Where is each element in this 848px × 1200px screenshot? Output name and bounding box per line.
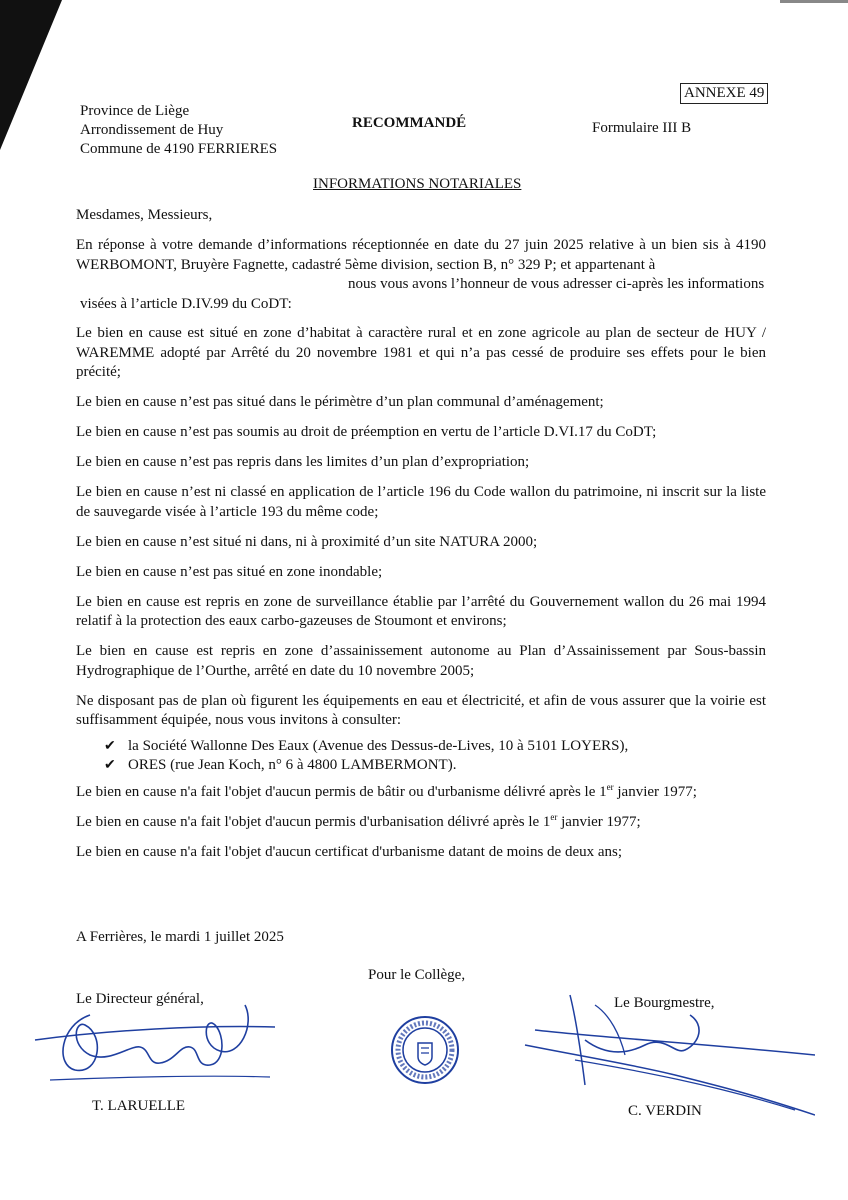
paragraph: Le bien en cause n’est pas repris dans les limites d’un plan d’expropriation; xyxy=(76,454,530,470)
paragraph: Le bien en cause n’est ni classé en application de l’article 196 du Code wallon du patrimoine, ni inscrit sur la liste de sauvegarde visée à l’article 193 du même code; xyxy=(76,484,766,520)
annexe-label: ANNEXE 49 xyxy=(680,83,768,104)
address-province: Province de Liège xyxy=(80,103,190,119)
director-role: Le Directeur général, xyxy=(76,991,204,1007)
paragraph: Le bien en cause est situé en zone d’habitat à caractère rural et en zone agricole au plan de secteur de HUY / WAREMME adopté par Arrêté du 20 novembre 1981 et qui n’a pas cessé de produire ses effets pour le bien précité; xyxy=(76,325,766,380)
salutation: Mesdames, Messieurs, xyxy=(76,207,213,223)
paragraph: Le bien en cause n’est situé ni dans, ni à proximité d’un site NATURA 2000; xyxy=(76,533,538,550)
paragraph: Ne disposant pas de plan où figurent les équipements en eau et électricité, et afin de vous assurer que la voirie est suffisamment équipée, nous vous invitons à consulter: xyxy=(76,692,766,728)
sender-address xyxy=(80,102,277,159)
certificate-statement: Le bien en cause n'a fait l'objet d'aucun certificat d'urbanisme datant de moins de deux ans; xyxy=(76,844,623,860)
permit-text: janvier 1977; xyxy=(557,814,641,830)
scan-shadow-edge xyxy=(0,0,70,150)
paragraph: En réponse à votre demande d’informations réceptionnée en date du 27 juin 2025 relative à un bien sis à 4190 WERBOMONT, Bruyère Fagnette, cadastré 5ème division, section B, n° 329 P; et appartenant à xyxy=(76,237,766,273)
contact-item: ORES (rue Jean Koch, n° 6 à 4800 LAMBERMONT). xyxy=(128,757,457,773)
address-commune: Commune de 4190 FERRIERES xyxy=(80,141,278,157)
paragraph: visées à l’article D.IV.99 du CoDT: xyxy=(80,295,292,312)
commune-seal xyxy=(390,1015,460,1085)
college-line: Pour le Collège, xyxy=(368,967,466,983)
scan-top-edge xyxy=(0,0,848,6)
recommande-label: RECOMMANDÉ xyxy=(352,115,467,131)
paragraph: Le bien en cause n’est pas situé en zone inondable; xyxy=(76,563,383,580)
list-item xyxy=(104,756,766,775)
form-label: Formulaire III B xyxy=(592,120,692,136)
document-title: INFORMATIONS NOTARIALES xyxy=(313,176,522,192)
letter-body xyxy=(76,206,766,873)
director-name: T. LARUELLE xyxy=(92,1098,186,1114)
permit-text: Le bien en cause n'a fait l'objet d'aucun permis de bâtir ou d'urbanisme délivré après le 1 xyxy=(76,784,607,800)
mayor-name: C. VERDIN xyxy=(628,1103,702,1119)
paragraph: Le bien en cause est repris en zone de surveillance établie par l’arrêté du Gouvernement wallon du 26 mai 1994 relatif à la protection des eaux carbo-gazeuses de Stoumont et environs; xyxy=(76,593,766,629)
contact-list xyxy=(76,737,766,775)
ordinal-sup: er xyxy=(606,782,614,792)
address-arrondissement: Arrondissement de Huy xyxy=(80,122,224,138)
paragraph: Le bien en cause n’est pas soumis au droit de préemption en vertu de l’article D.VI.17 du CoDT; xyxy=(76,424,657,440)
list-item xyxy=(104,737,766,756)
checkmark-icon: ✔ xyxy=(104,758,116,773)
checkmark-icon: ✔ xyxy=(104,739,116,754)
paragraph: Le bien en cause n’est pas situé dans le périmètre d’un plan communal d’aménagement; xyxy=(76,394,604,410)
permit-statement xyxy=(76,783,766,803)
permit-text: janvier 1977; xyxy=(613,784,697,800)
paragraph: nous vous avons l’honneur de vous adresser ci-après les informations xyxy=(348,276,765,292)
permit-statement xyxy=(76,813,766,833)
ordinal-sup: er xyxy=(550,812,558,822)
director-signature xyxy=(30,985,280,1095)
paragraph: Le bien en cause est repris en zone d’assainissement autonome au Plan d’Assainissement par Sous-bassin Hydrographique de l’Ourthe, arrêté en date du 10 novembre 2005; xyxy=(76,643,766,679)
date-line: A Ferrières, le mardi 1 juillet 2025 xyxy=(76,929,284,945)
mayor-role: Le Bourgmestre, xyxy=(614,995,715,1011)
contact-item: la Société Wallonne Des Eaux (Avenue des Dessus-de-Lives, 10 à 5101 LOYERS), xyxy=(128,738,629,754)
permit-text: Le bien en cause n'a fait l'objet d'aucun permis d'urbanisation délivré après le 1 xyxy=(76,814,551,830)
